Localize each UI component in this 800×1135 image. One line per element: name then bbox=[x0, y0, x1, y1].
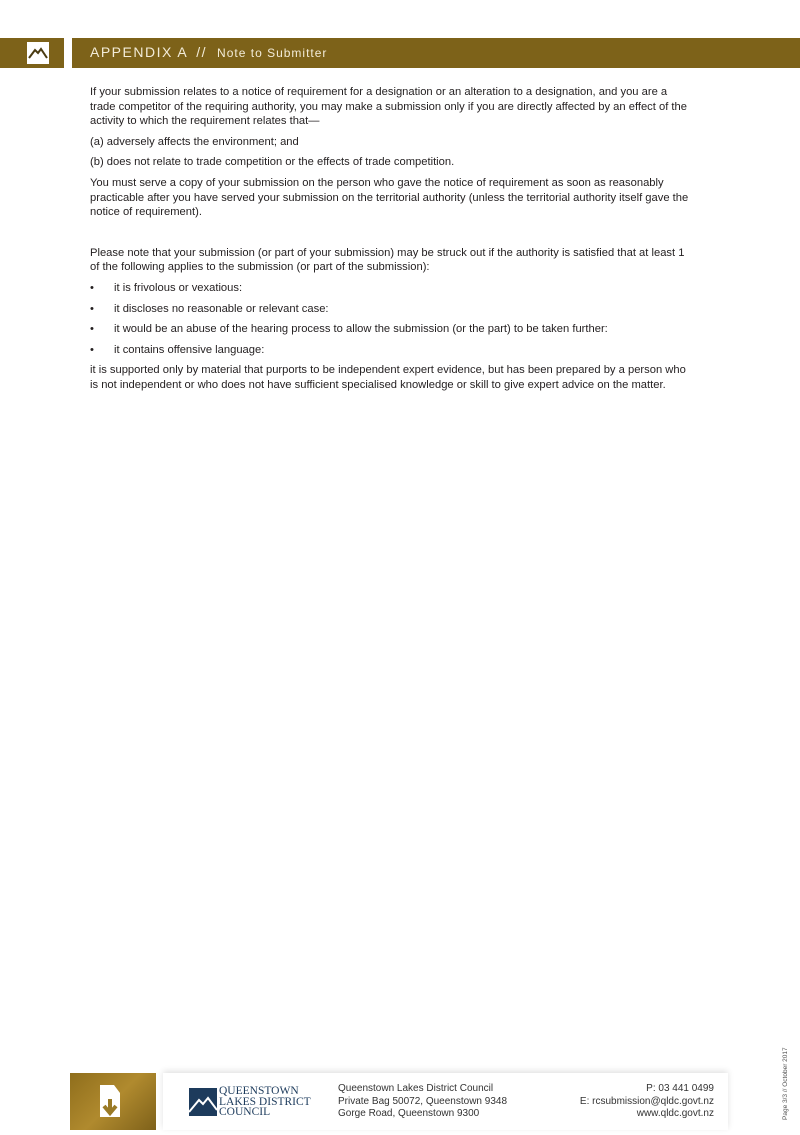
qldc-logo-icon bbox=[189, 1088, 217, 1116]
website-link[interactable]: www.qldc.govt.nz bbox=[636, 1108, 714, 1119]
list-item: • it would be an abuse of the hearing process to allow the submission (or the part) to be taken further: bbox=[90, 323, 608, 336]
paragraph: (a) adversely affects the environment; and bbox=[90, 135, 299, 148]
bullet-icon: • bbox=[90, 302, 94, 315]
title-separator: // bbox=[196, 44, 208, 60]
page-title bbox=[90, 44, 327, 60]
download-button[interactable] bbox=[70, 1073, 156, 1130]
strike-out-criteria-list bbox=[90, 281, 690, 357]
mountain-home-icon bbox=[27, 42, 49, 64]
closing-paragraph: it is supported only by material that purports to be independent expert evidence, but has been prepared by a person who is not independent or who does not have sufficient specialised knowledge or skill to give expert advice on the matter. bbox=[90, 364, 686, 391]
paragraph: If your submission relates to a notice of requirement for a designation or an alteration to a designation, and you are a trade competitor of the requiring authority, you may make a submission only if you are directly affected by an effect of the activity to which the requirement relates that— bbox=[90, 86, 687, 128]
file-download-icon bbox=[70, 1073, 156, 1130]
email-link[interactable]: E: rcsubmission@qldc.govt.nz bbox=[579, 1095, 714, 1107]
list-item: • it is frivolous or vexatious: bbox=[90, 281, 243, 294]
paragraph: You must serve a copy of your submission on the person who gave the notice of requirement as soon as reasonably practicable after you have served your submission on the territorial authority (unless the territorial authority itself gave the notice of requirement). bbox=[90, 176, 689, 219]
document-body bbox=[90, 85, 690, 399]
page-number-date: Page 3/3 // October 2017 bbox=[782, 1047, 789, 1120]
list-item: • it contains offensive language: bbox=[90, 343, 265, 356]
council-address: Queenstown Lakes District Council Private Bag 50072, Queenstown 9348 Gorge Road, Queenstown 9300 bbox=[338, 1083, 508, 1119]
appendix-subtitle: Note to Submitter bbox=[217, 46, 328, 60]
list-item: • it discloses no reasonable or relevant case: bbox=[90, 302, 329, 315]
bullet-icon: • bbox=[90, 343, 94, 356]
bullet-icon: • bbox=[90, 281, 94, 294]
paragraph: (b) does not relate to trade competition or the effects of trade competition. bbox=[90, 156, 455, 169]
phone-number: P: 03 441 0499 bbox=[646, 1083, 714, 1094]
appendix-label: APPENDIX A bbox=[90, 44, 189, 60]
council-contact bbox=[580, 1083, 714, 1121]
bullet-icon: • bbox=[90, 323, 94, 336]
council-logo-text: QUEENSTOWN LAKES DISTRICT COUNCIL bbox=[219, 1085, 311, 1118]
strike-out-intro: Please note that your submission (or part of your submission) may be struck out if the authority is satisfied that at least 1 of the following applies to the submission (or part of the submission): bbox=[90, 246, 685, 274]
